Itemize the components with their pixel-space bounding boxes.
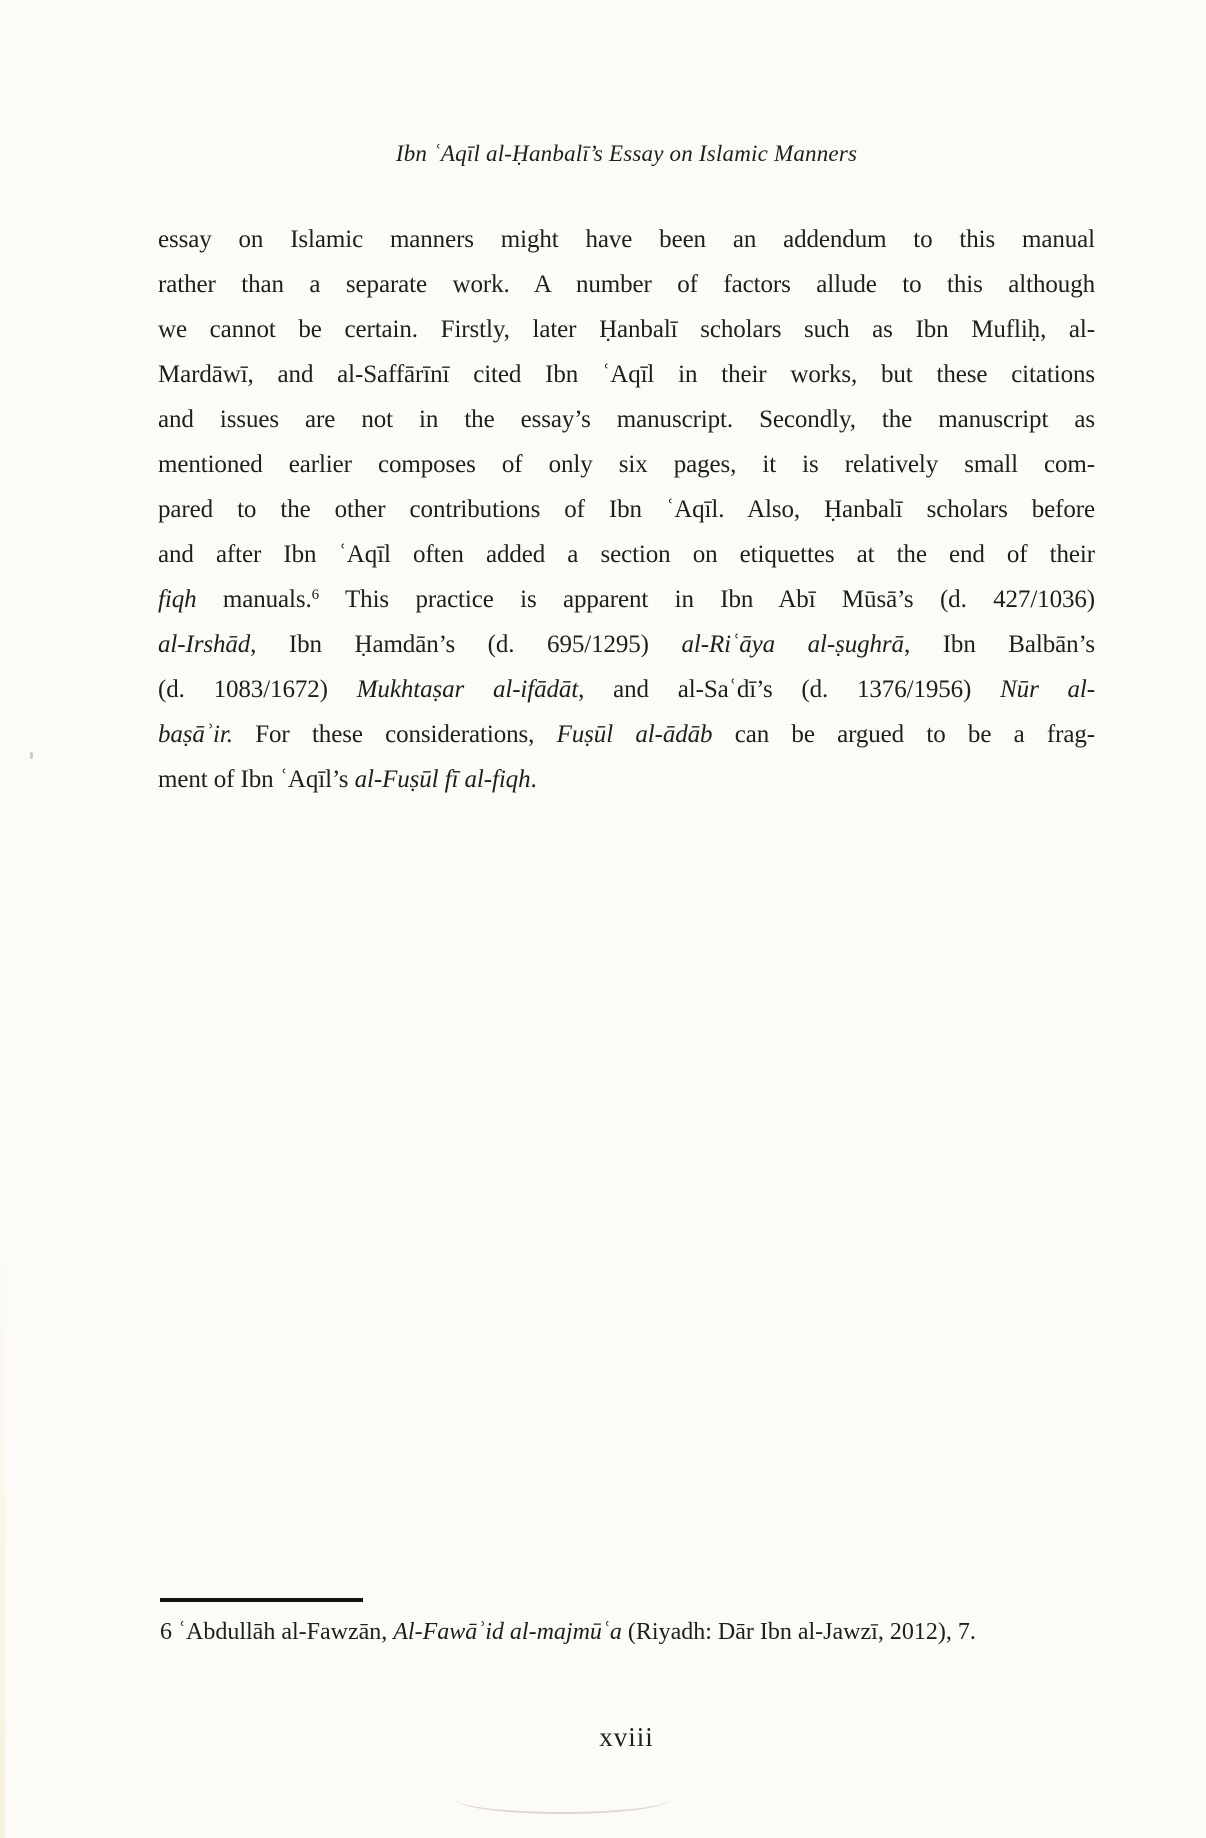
body-line [158,532,1095,577]
body-line [158,577,1095,622]
body-paragraph [158,217,1095,802]
running-header: Ibn ʿAqīl al-Ḥanbalī’s Essay on Islamic Manners [395,141,858,166]
scan-artifact-speck [30,752,33,759]
scan-artifact-curve [455,1784,670,1814]
text-run: This practice is apparent in Ibn Abī Mūsā’s (d. 427/1036) [319,586,1095,613]
body-line [158,352,1095,397]
text-run: , Ibn Ḥamdān’s (d. 695/1295) [250,631,682,658]
text-run: 6 ʿAbdullāh al-Fawzān, [160,1619,394,1645]
italic-run: baṣāʾir. [158,721,233,748]
italic-run: Nūr al- [1000,676,1095,703]
text-run: essay on Islamic manners might have been an addendum to this manual [158,226,1095,253]
text-run: , and al-Saʿdī’s (d. 1376/1956) [578,676,1001,703]
body-line [158,397,1095,442]
text-run: and after Ibn ʿAqīl often added a section on etiquettes at the end of their [158,541,1095,568]
text-run: Mardāwī, and al-Saffārīnī cited Ibn ʿAqīl in their works, but these citations [158,361,1095,388]
italic-run: al-Riʿāya al-ṣughrā [681,631,904,658]
text-run: . [530,766,537,793]
text-run: , Ibn Balbān’s [903,631,1095,658]
text-run: (Riyadh: Dār Ibn al-Jawzī, 2012), 7. [621,1619,976,1645]
italic-run: al-Irshād [158,631,251,658]
italic-run: Al-Fawāʾid al-majmūʿa [393,1619,622,1645]
body-line [158,712,1095,757]
text-run: manuals. [196,586,312,613]
body-line [158,487,1095,532]
italic-run: Mukhtaṣar al-ifādāt [356,676,579,703]
body-line [158,622,1095,667]
scan-artifact-edge [0,1230,5,1838]
text-run: we cannot be certain. Firstly, later Ḥanbalī scholars such as Ibn Mufliḥ, al- [158,316,1095,343]
text-run: can be argued to be a frag- [712,721,1096,748]
italic-run: Fuṣūl al-ādāb [556,721,713,748]
text-run: ment of Ibn ʿAqīl’s [158,766,355,793]
body-line [158,757,1095,802]
text-run: pared to the other contributions of Ibn ʿAqīl. Also, Ḥanbalī scholars before [158,496,1095,523]
text-run: and issues are not in the essay’s manuscript. Secondly, the manuscript as [158,406,1095,433]
footnote-rule [160,1598,363,1602]
italic-run: al-Fuṣūl fī al-fiqh [354,766,531,793]
page-number: xviii [599,1722,654,1752]
body-line [158,667,1095,712]
body-line [158,307,1095,352]
body-line [158,217,1095,262]
text-run: rather than a separate work. A number of factors allude to this although [158,271,1095,298]
text-run: (d. 1083/1672) [158,676,357,703]
footnote [160,1612,1100,1652]
text-run: mentioned earlier composes of only six pages, it is relatively small com- [158,451,1095,478]
body-line [158,262,1095,307]
italic-run: fiqh [158,586,197,613]
footnote-marker-sup: 6 [311,587,320,603]
body-line [158,442,1095,487]
text-run: For these considerations, [232,721,557,748]
